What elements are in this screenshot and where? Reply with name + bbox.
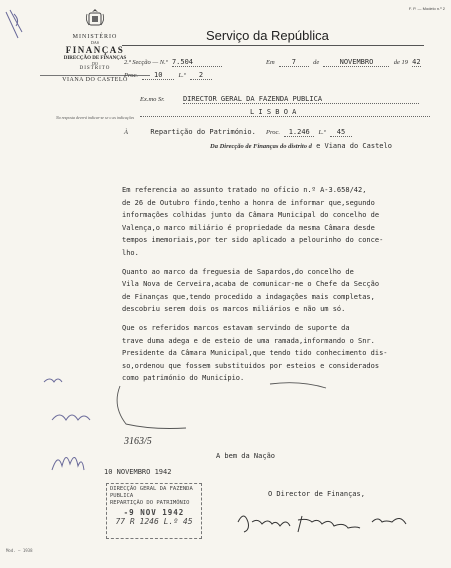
from-row bbox=[210, 142, 392, 150]
from-value: e Viana do Castelo bbox=[316, 142, 392, 150]
registry-stamp-date: -9 NOV 1942 bbox=[123, 508, 185, 517]
date-year: 42 bbox=[412, 58, 421, 66]
signatory-title: O Director de Finanças, bbox=[268, 490, 365, 498]
direction-of: DO bbox=[92, 61, 98, 66]
handwritten-signature bbox=[232, 508, 432, 534]
repartition-row bbox=[124, 128, 352, 137]
body-line: Em referencia ao assunto tratado no ofício n.º A-3.658/42, bbox=[122, 186, 367, 194]
section-number: 7.504 bbox=[172, 58, 222, 67]
date-month-label: de bbox=[313, 59, 320, 66]
registry-stamp-line2: REPARTIÇÃO DO PATRIMÓNIO bbox=[110, 500, 190, 506]
paragraph-1 bbox=[122, 184, 447, 260]
body-line: Presidente da Câmara Municipal,que tendo tido conhecimento dis- bbox=[122, 349, 388, 358]
registry-stamp-line1: DIRECÇÃO GERAL DA FAZENDA PUBLICA bbox=[110, 486, 193, 499]
repartition-proc-label: Proc. bbox=[266, 129, 281, 136]
body-line: descobriu serem dois os marcos miliários e não um só. bbox=[122, 305, 346, 314]
service-title: Serviço da República bbox=[206, 28, 329, 43]
from-label: Da Direcção de Finanças do distrito d bbox=[210, 143, 312, 150]
reply-note: Na resposta deverá indicar-se se o as indicações bbox=[55, 115, 135, 120]
body-line: Quanto ao marco da freguesia de Sapardos,do concelho de bbox=[122, 267, 354, 276]
section-row bbox=[124, 58, 222, 67]
registry-stamp bbox=[106, 483, 202, 539]
date-year-label: de 19 bbox=[393, 59, 408, 66]
received-date-stamp: 10 NOVEMBRO 1942 bbox=[104, 468, 172, 476]
repartition-prefix: À bbox=[124, 129, 128, 136]
district-name: VIANA DO CASTELO bbox=[40, 75, 150, 83]
proc-row bbox=[124, 71, 212, 80]
paragraph-2 bbox=[122, 266, 447, 316]
finances-label: FINANÇAS bbox=[65, 45, 125, 55]
ministry-label: MINISTÉRIO bbox=[72, 34, 118, 40]
body-line: so,ordenou que fossem substituidos por esteios e considerados bbox=[122, 361, 380, 370]
date-month: NOVEMBRO bbox=[323, 58, 389, 67]
proc-l-value: 2 bbox=[190, 71, 212, 80]
body-line: informações colhidas junto da Câmara Municipal do concelho de bbox=[122, 211, 380, 220]
title-divider bbox=[122, 45, 424, 46]
paragraph-3 bbox=[122, 322, 447, 385]
body-line: de Finanças que,tendo procedido a indagações mais completas, bbox=[122, 292, 375, 301]
city-row bbox=[140, 108, 440, 117]
ministry-of: DAS bbox=[90, 40, 99, 45]
addressee-city: L I S B O A bbox=[140, 108, 430, 117]
footer-code: Mod. — 1938 bbox=[6, 548, 33, 553]
body-line: Valença,o marco miliário é propriedade da mesma Câmara desde bbox=[122, 223, 375, 232]
direction-label: DIRECÇÃO DE FINANÇAS bbox=[63, 56, 127, 61]
registry-stamp-number: 77 R 1246 L.º 45 bbox=[115, 517, 193, 526]
body-line: Vila Nova de Cerveira,acaba de comunicar-me o Chefe da Secção bbox=[122, 280, 380, 289]
form-code: F. P. — Modelo n.º 2 bbox=[408, 6, 445, 11]
proc-value: 10 bbox=[142, 71, 174, 80]
date-prefix: Em bbox=[266, 59, 275, 66]
body-line: tempos imemoriais,por ter sido aplicado a pelourinho do conce- bbox=[122, 236, 384, 245]
district-label: DISTRITO bbox=[79, 66, 111, 71]
addressee-row bbox=[140, 95, 419, 104]
repartition-proc-value: 1.246 bbox=[284, 128, 314, 137]
letter-body bbox=[122, 184, 447, 391]
date-row bbox=[266, 58, 421, 67]
received-number-stamp: 3163/5 bbox=[124, 436, 152, 447]
body-line: trave duma adega e de esteio de uma ramada,informando o Snr. bbox=[122, 336, 375, 345]
addressee-name: DIRECTOR GERAL DA FAZENDA PUBLICA bbox=[183, 95, 419, 104]
body-line: Que os referidos marcos estavam servindo de suporte da bbox=[122, 323, 350, 332]
repartition-name: Repartição do Património. bbox=[150, 128, 256, 136]
section-label: 2.ª Secção — N.º bbox=[124, 59, 168, 66]
repartition-l-value: 45 bbox=[330, 128, 352, 137]
body-line: de 26 de Outubro findo,tenho a honra de informar que,segundo bbox=[122, 198, 375, 207]
closing-salutation: A bem da Nação bbox=[216, 452, 276, 460]
proc-l-label: L.º bbox=[178, 72, 186, 79]
addressee-prefix: Ex.mo Sr. bbox=[140, 96, 165, 103]
repartition-l-label: L.º bbox=[318, 129, 326, 136]
coat-of-arms-icon bbox=[84, 8, 106, 28]
proc-label: Proc. bbox=[124, 72, 139, 79]
body-line: lho. bbox=[122, 248, 139, 257]
date-day: 7 bbox=[279, 58, 309, 67]
body-line: como património do Município. bbox=[122, 374, 245, 383]
